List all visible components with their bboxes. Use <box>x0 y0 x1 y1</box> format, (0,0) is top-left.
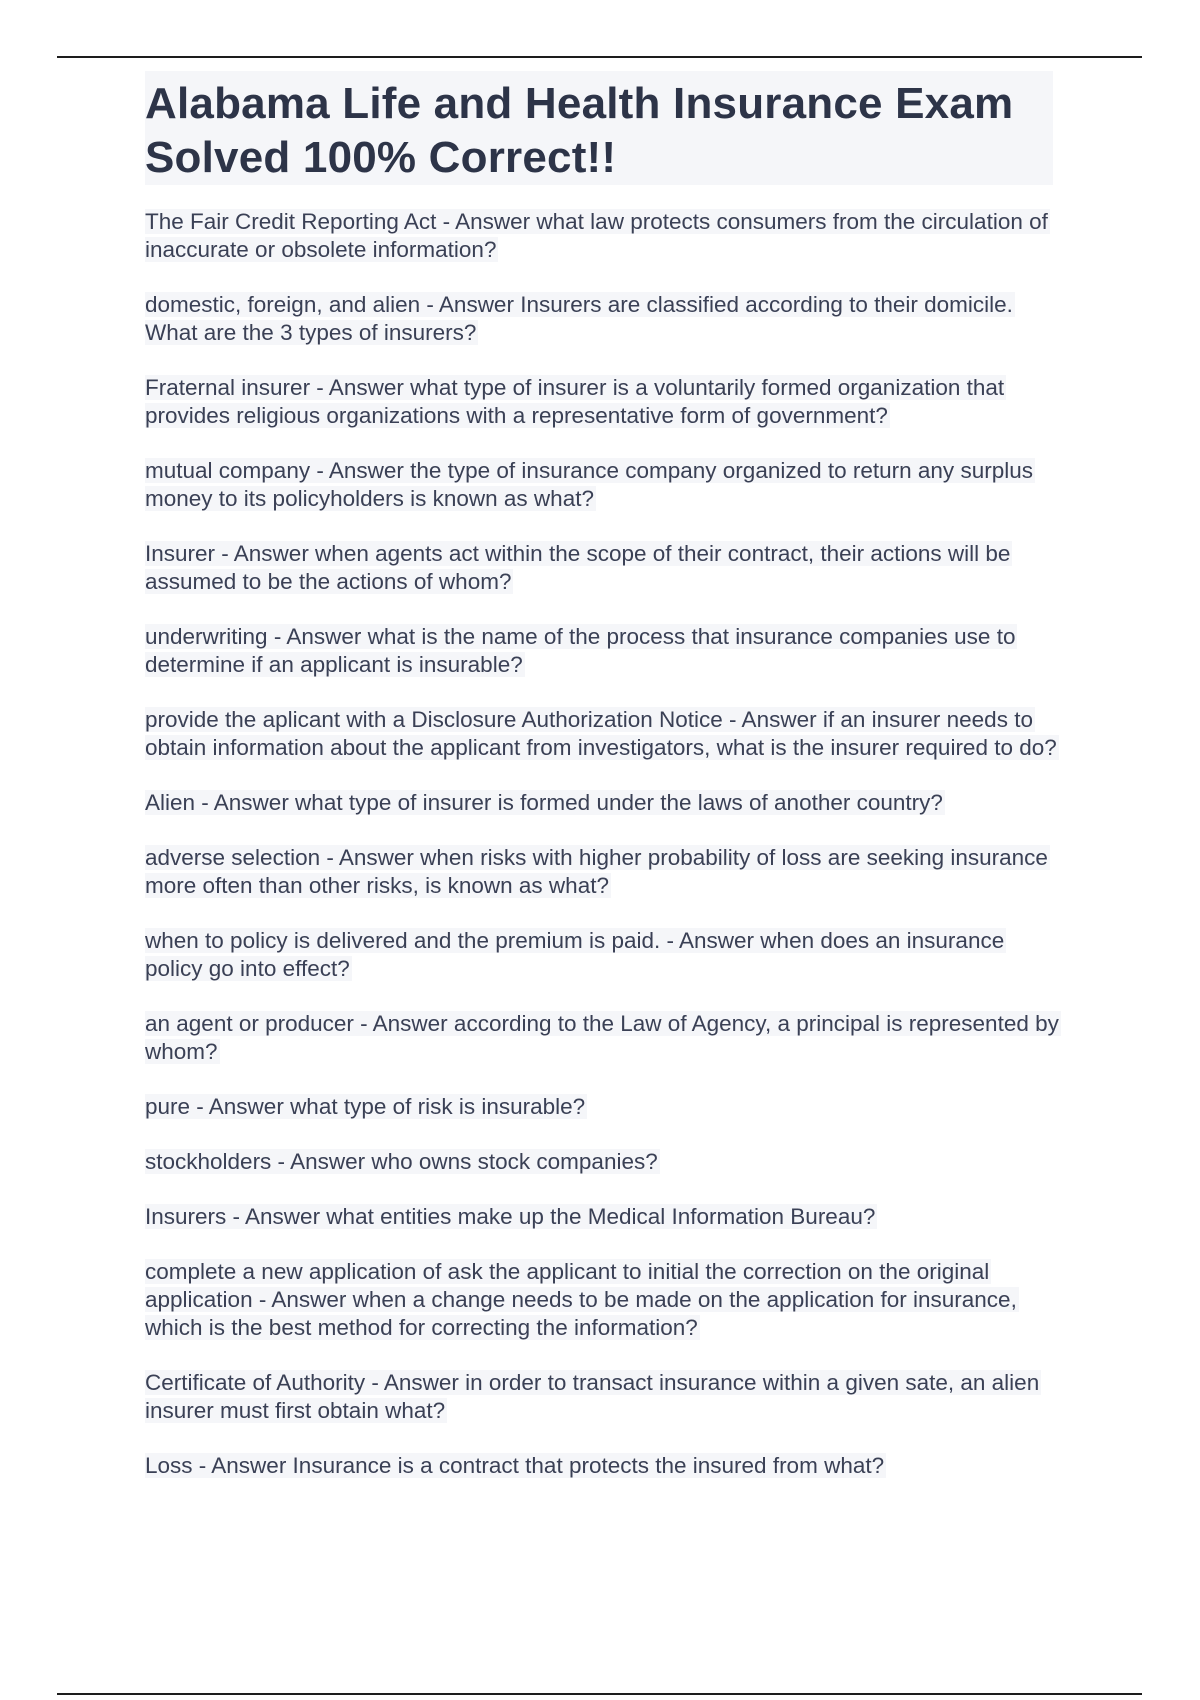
qa-text: an agent or producer - Answer according to the Law of Agency, a principal is represented by whom? <box>145 1011 1059 1064</box>
qa-item <box>145 457 1060 513</box>
qa-text: when to policy is delivered and the premium is paid. - Answer when does an insurance policy go into effect? <box>145 928 1005 981</box>
qa-text: Loss - Answer Insurance is a contract that protects the insured from what? <box>145 1453 885 1478</box>
qa-item <box>145 1203 1060 1231</box>
page-title: Alabama Life and Health Insurance Exam Solved 100% Correct!! <box>145 79 1014 182</box>
qa-text: adverse selection - Answer when risks with higher probability of loss are seeking insurance more often than other risks, is known as what? <box>145 845 1048 898</box>
qa-item <box>145 706 1060 762</box>
qa-item <box>145 374 1060 430</box>
qa-text: provide the aplicant with a Disclosure Authorization Notice - Answer if an insurer needs to obtain information about the applicant from investigators, what is the insurer required to do? <box>145 707 1057 760</box>
qa-item <box>145 1369 1060 1425</box>
bottom-page-rule <box>57 1693 1142 1695</box>
qa-text: pure - Answer what type of risk is insurable? <box>145 1094 586 1119</box>
qa-text: Certificate of Authority - Answer in order to transact insurance within a given sate, an alien insurer must first obtain what? <box>145 1370 1040 1423</box>
qa-text: complete a new application of ask the applicant to initial the correction on the original application - Answer when a change needs to be made on the application for insurance, which is the best method for correcting the information? <box>145 1259 1017 1340</box>
qa-item <box>145 789 1060 817</box>
qa-text: Fraternal insurer - Answer what type of insurer is a voluntarily formed organization that provides religious organizations with a representative form of government? <box>145 375 1005 428</box>
qa-item <box>145 623 1060 679</box>
qa-text: domestic, foreign, and alien - Answer Insurers are classified according to their domicile. What are the 3 types of insurers? <box>145 292 1013 345</box>
top-page-rule <box>57 56 1142 58</box>
qa-text: Insurers - Answer what entities make up the Medical Information Bureau? <box>145 1204 876 1229</box>
qa-text: stockholders - Answer who owns stock companies? <box>145 1149 658 1174</box>
qa-list <box>145 208 1060 1507</box>
qa-text: Insurer - Answer when agents act within the scope of their contract, their actions will be assumed to be the actions of whom? <box>145 541 1011 594</box>
qa-item <box>145 291 1060 347</box>
qa-item <box>145 1010 1060 1066</box>
qa-text: mutual company - Answer the type of insurance company organized to return any surplus money to its policyholders is known as what? <box>145 458 1033 511</box>
qa-text: underwriting - Answer what is the name of the process that insurance companies use to determine if an applicant is insurable? <box>145 624 1016 677</box>
title-block <box>145 71 1053 185</box>
qa-text: The Fair Credit Reporting Act - Answer what law protects consumers from the circulation of inaccurate or obsolete information? <box>145 209 1048 262</box>
qa-item <box>145 208 1060 264</box>
qa-item <box>145 1148 1060 1176</box>
qa-text: Alien - Answer what type of insurer is formed under the laws of another country? <box>145 790 943 815</box>
qa-item <box>145 540 1060 596</box>
qa-item <box>145 1093 1060 1121</box>
qa-item <box>145 844 1060 900</box>
qa-item <box>145 1258 1060 1342</box>
qa-item <box>145 1452 1060 1480</box>
qa-item <box>145 927 1060 983</box>
